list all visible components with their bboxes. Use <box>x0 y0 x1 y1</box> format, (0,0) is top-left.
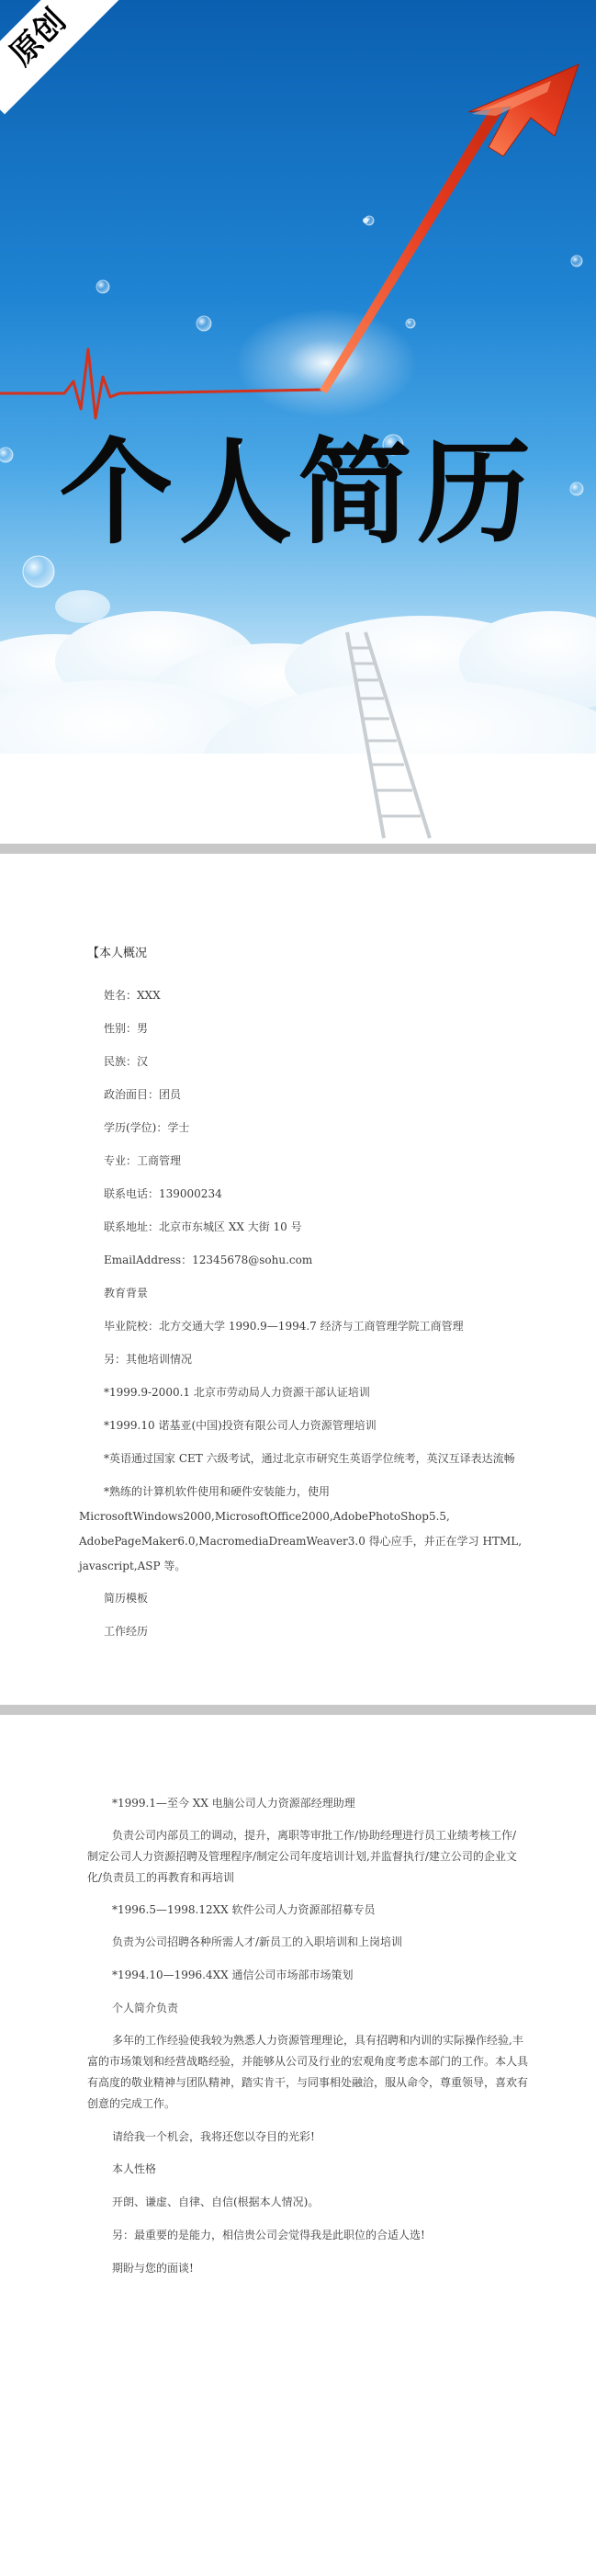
field-ethnicity: 民族：汉 <box>104 1055 149 1068</box>
closing-line: 另：最重要的是能力，相信贵公司会觉得我是此职位的合适人选! <box>112 2229 425 2241</box>
personality-heading: 本人性格 <box>112 2162 157 2175</box>
closing-line: 请给我一个机会，我将还您以夺目的光彩! <box>112 2130 315 2143</box>
field-phone: 联系电话：139000234 <box>104 1187 222 1200</box>
education-school: 毕业院校：北方交通大学 1990.9—1994.7 经济与工商管理学院工商管理 <box>104 1320 464 1333</box>
job-desc-line: 制定公司人力资源招聘及管理程序/制定公司年度培训计划,并监督执行/建立公司的企业文 <box>87 1850 517 1863</box>
section-title: 【本人概况 <box>87 947 148 960</box>
job-desc-line: 负责为公司招聘各种所需人才/新员工的入职培训和上岗培训 <box>112 1935 403 1948</box>
clouds <box>0 590 596 844</box>
job-desc-line: 负责公司内部员工的调动，提升，离职等审批工作/协助经理进行员工业绩考核工作/ <box>112 1829 517 1842</box>
profile-line: 多年的工作经验使我较为熟悉人力资源管理理论，具有招聘和内训的实际操作经验,丰 <box>112 2034 523 2047</box>
other-training-heading: 另：其他培训情况 <box>104 1353 193 1366</box>
job-title: *1999.1—至今 XX 电脑公司人力资源部经理助理 <box>112 1797 355 1810</box>
job-title: *1996.5—1998.12XX 软件公司人力资源部招募专员 <box>112 1903 376 1916</box>
personality-line: 开朗、谦虚、自律、自信(根据本人情况)。 <box>112 2196 320 2208</box>
cover-illustration <box>0 0 596 844</box>
profile-line: 创意的完成工作。 <box>87 2097 176 2110</box>
training-item: *1999.9-2000.1 北京市劳动局人力资源干部认证培训 <box>104 1386 370 1399</box>
rising-arrow <box>320 103 503 393</box>
training-item: *英语通过国家 CET 六级考试，通过北京市研究生英语学位统考，英汉互译表达流畅 <box>104 1452 515 1465</box>
profile-line: 有高度的敬业精神与团队精神，踏实肯干，与同事相处融洽，服从命令，尊重领导，喜欢有 <box>87 2076 529 2089</box>
profile-line: 富的市场策划和经营战略经验，并能够从公司及行业的宏观角度考虑本部门的工作。本人具 <box>87 2055 529 2068</box>
skills-line: *熟练的计算机软件使用和硬件安装能力，使用 <box>104 1485 331 1498</box>
education-heading: 教育背景 <box>104 1287 149 1299</box>
field-gender: 性别：男 <box>104 1022 149 1035</box>
job-title: *1994.10—1996.4XX 通信公司市场部市场策划 <box>112 1969 354 1981</box>
page-divider <box>0 844 596 854</box>
closing-line: 期盼与您的面谈! <box>112 2262 194 2275</box>
job-desc-line: 化/负责员工的再教育和再培训 <box>87 1871 235 1884</box>
badge-label: 原创 <box>3 2 73 74</box>
cover-page <box>0 0 596 844</box>
page-divider <box>0 1705 596 1715</box>
field-name: 姓名：XXX <box>104 989 161 1002</box>
field-email: EmailAddress：12345678@sohu.com <box>104 1254 313 1266</box>
cover-title: 个人简历 <box>59 427 537 560</box>
field-degree: 学历(学位)：学士 <box>104 1121 190 1134</box>
resume-page-2 <box>0 1715 596 2576</box>
heartbeat-line <box>0 349 321 418</box>
field-political: 政治面目：团员 <box>104 1088 182 1101</box>
field-major: 专业：工商管理 <box>104 1154 182 1167</box>
skills-line: AdobePageMaker6.0,MacromediaDreamWeaver3.0 得心应手，并正在学习 HTML, <box>79 1535 523 1548</box>
resume-page-1 <box>0 854 596 1705</box>
template-label: 简历模板 <box>104 1592 149 1605</box>
skills-line: MicrosoftWindows2000,MicrosoftOffice2000,AdobePhotoShop5.5, <box>79 1510 450 1523</box>
work-experience-heading: 工作经历 <box>104 1625 149 1638</box>
training-item: *1999.10 诺基亚(中国)投资有限公司人力资源管理培训 <box>104 1419 377 1432</box>
field-address: 联系地址：北京市东城区 XX 大街 10 号 <box>104 1220 302 1233</box>
skills-line: javascript,ASP 等。 <box>79 1560 186 1572</box>
profile-heading: 个人简介负责 <box>112 2002 179 2014</box>
